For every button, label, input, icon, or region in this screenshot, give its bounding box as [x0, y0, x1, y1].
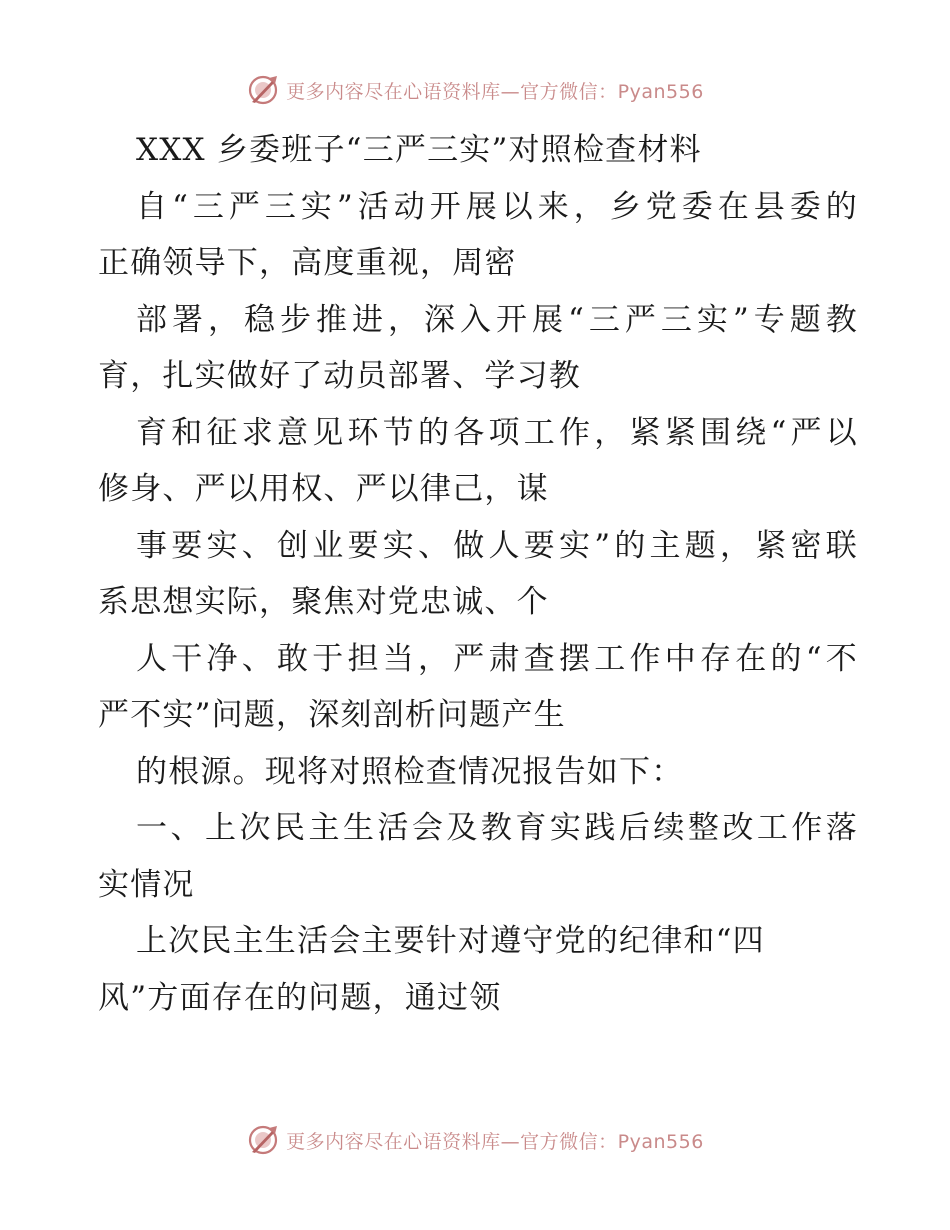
paragraph-line: 事要实、创业要实、做人要实”的主题，紧密联 — [136, 527, 858, 564]
paragraph-line: 人干净、敢于担当，严肃查摆工作中存在的“不 — [136, 640, 858, 677]
paragraph-line: 育，扎实做好了动员部署、学习教 — [98, 358, 581, 394]
quill-seal-icon — [246, 1123, 280, 1157]
watermark-header — [0, 70, 950, 110]
section-heading-cont: 实情况 — [98, 866, 195, 903]
quill-seal-icon — [246, 73, 280, 107]
paragraph-line: 严不实”问题，深刻剖析问题产生 — [98, 697, 566, 733]
watermark-text: 更多内容尽在心语资料库—官方微信：Pyan556 — [286, 80, 704, 103]
paragraph-line: 自“三严三实”活动开展以来，乡党委在县委的 — [136, 188, 858, 225]
paragraph-line: 上次民主生活会主要针对遵守党的纪律和“四 — [136, 923, 765, 959]
document-title: XXX 乡委班子“三严三实”对照检查材料 — [136, 132, 702, 168]
paragraph-line: 部署，稳步推进，深入开展“三严三实”专题教 — [136, 301, 858, 338]
paragraph-line: 系思想实际，聚焦对党忠诚、个 — [98, 584, 549, 620]
section-heading: 一、上次民主生活会及教育实践后续整改工作落 — [136, 810, 858, 846]
paragraph-line: 正确领导下，高度重视，周密 — [98, 245, 517, 281]
watermark-footer — [0, 1120, 950, 1160]
paragraph-line: 育和征求意见环节的各项工作，紧紧围绕“严以 — [136, 414, 858, 451]
paragraph-line: 风”方面存在的问题，通过领 — [98, 979, 502, 1016]
document-body — [98, 122, 858, 1026]
paragraph-line: 修身、严以用权、严以律己，谋 — [98, 471, 549, 507]
paragraph-line: 的根源。现将对照检查情况报告如下： — [136, 753, 684, 790]
watermark-text: 更多内容尽在心语资料库—官方微信：Pyan556 — [286, 1130, 704, 1153]
